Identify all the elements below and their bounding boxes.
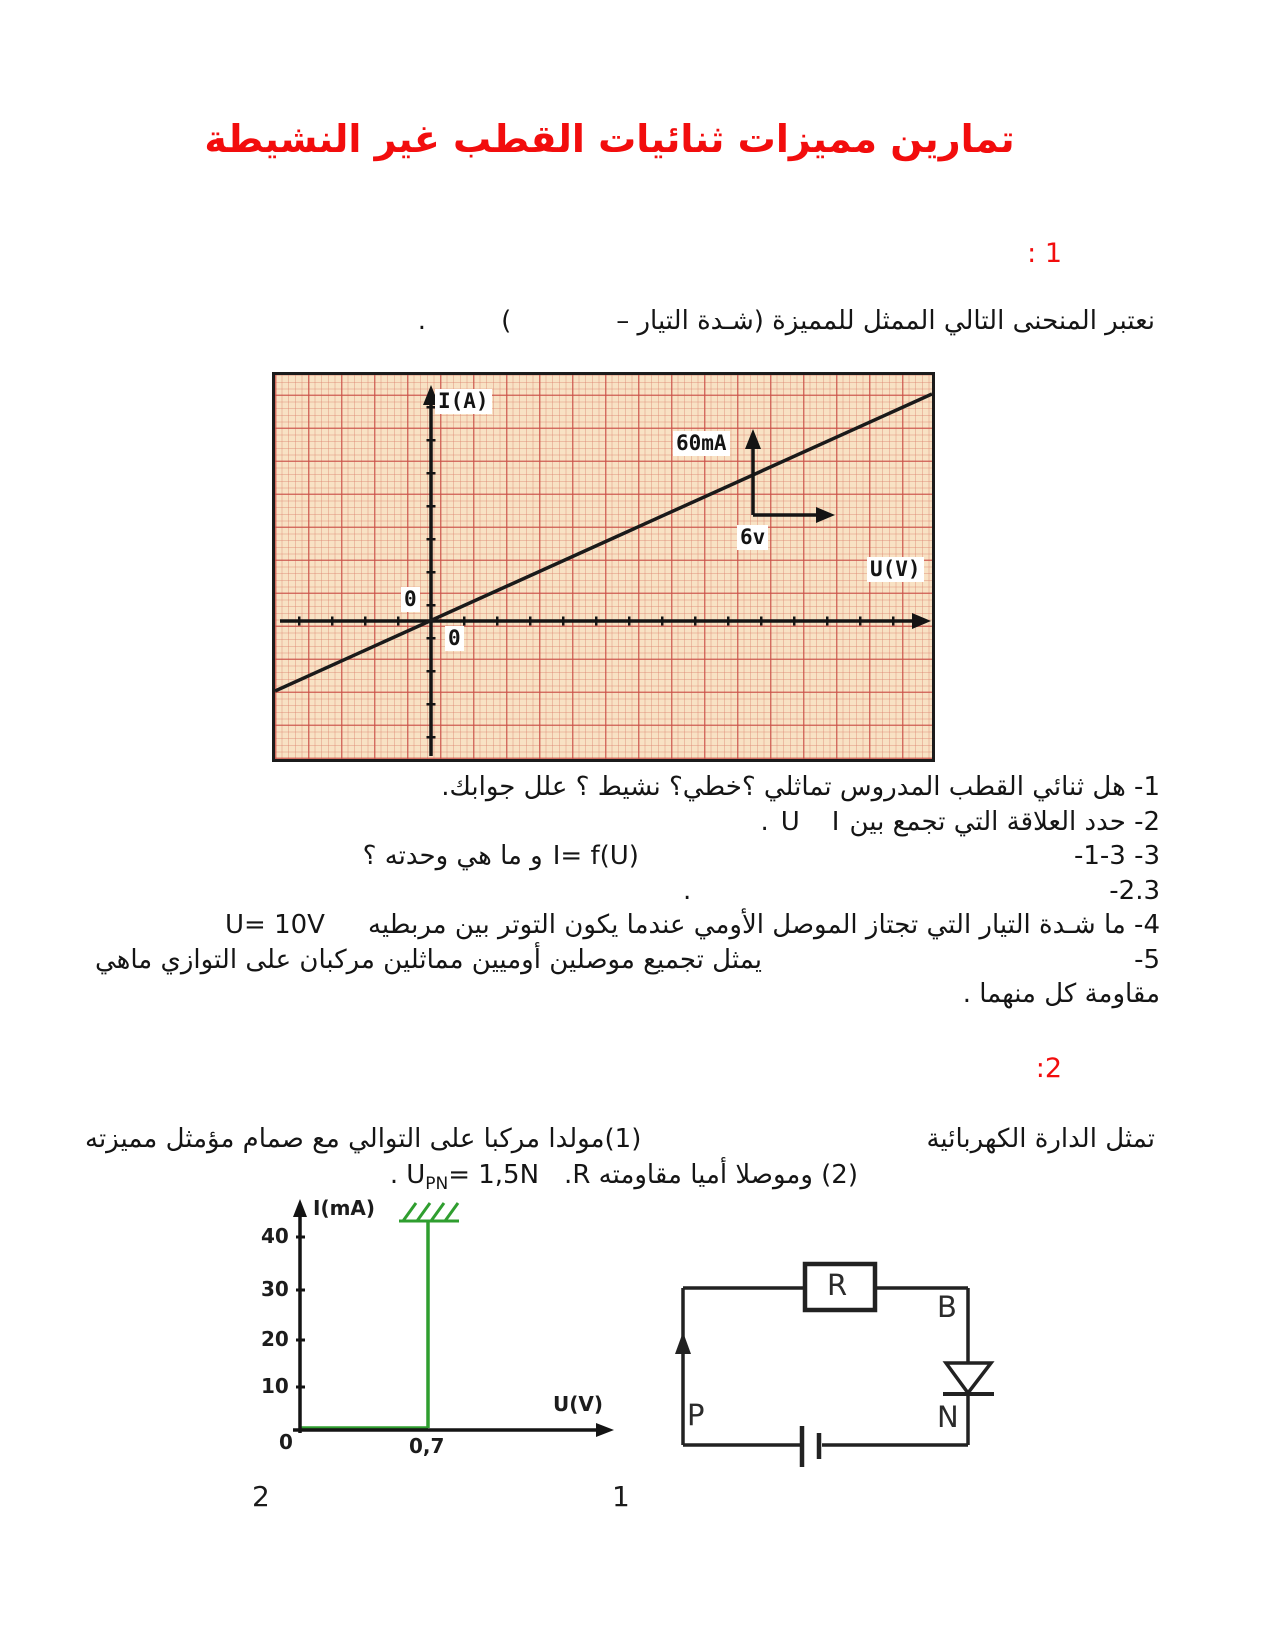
terminal-b-label: B <box>937 1290 957 1324</box>
question-1: 1- هل ثنائي القطب المدروس تماثلي ؟خطي؟ نشيط ؟ علل جوابك. <box>441 772 1160 802</box>
intro-period: . <box>417 306 427 336</box>
graph2-tick-20: 20 <box>261 1327 289 1351</box>
graph2-x-axis-label: U(V) <box>553 1392 603 1416</box>
section1-heading-text: : 1 <box>1027 238 1062 269</box>
graph2-tick-40: 40 <box>261 1224 289 1248</box>
section2-line2-period: . <box>389 1160 399 1190</box>
question-5 <box>85 943 1160 978</box>
diode-characteristic-graph <box>235 1195 620 1465</box>
question-2-symbol-u: U <box>780 806 800 837</box>
graph2-drawing <box>235 1195 620 1465</box>
section2-line1-left: (1)مولدا مركبا على التوالي مع صمام مؤمثل مميزته <box>85 1124 642 1154</box>
formula-u: U <box>406 1160 426 1190</box>
section1-questions <box>85 770 1160 1012</box>
figure-2-number: 2 <box>252 1480 270 1513</box>
intro-line <box>418 304 1155 339</box>
section2-line1 <box>85 1122 1155 1157</box>
question-2 <box>85 805 1160 840</box>
page-title: تمارين مميزات ثنائيات القطب غير النشيطة <box>204 117 1015 162</box>
graph1-current-step-label: 60mA <box>673 431 730 456</box>
question-3-text: و ما هي وحدته ؟ <box>362 841 543 871</box>
question-4 <box>85 908 1160 943</box>
section2-heading <box>1036 1053 1062 1084</box>
resistor-label: R <box>827 1268 848 1302</box>
formula-subscript-pn: PN <box>425 1174 449 1195</box>
section1-heading <box>1027 238 1062 269</box>
circuit-diagram <box>655 1260 1010 1470</box>
graph1-y-axis-label: I(A) <box>435 389 492 414</box>
question-3-2 <box>85 874 1160 909</box>
graph1-drawing <box>275 375 932 759</box>
section2-line2-arabic: (2) وموصلا أميا مقاومته R. <box>564 1160 858 1190</box>
intro-close-paren: ( <box>501 306 512 336</box>
iv-characteristic-graph <box>272 372 935 762</box>
terminal-n-label: N <box>937 1400 959 1434</box>
intro-text: نعتبر المنحنى التالي الممثل للمميزة (شـدة التيار – <box>616 306 1155 336</box>
question-3-formula: I= f(U) <box>552 841 639 871</box>
figure-1-number: 1 <box>612 1480 630 1513</box>
question-3 <box>85 839 1160 874</box>
formula-value: = 1,5N <box>448 1160 540 1190</box>
question-4-text: 4- ما شـدة التيار التي تجتاز الموصل الأومي عندما يكون التوتر بين مربطيه <box>367 910 1160 940</box>
graph2-tick-10: 10 <box>261 1374 289 1398</box>
question-5-continuation: مقاومة كل منهما . <box>962 979 1160 1009</box>
graph1-x-axis-label: U(V) <box>867 557 924 582</box>
graph1-origin-lower: 0 <box>445 626 464 651</box>
graph2-threshold-label: 0,7 <box>409 1434 445 1458</box>
graph1-voltage-step-label: 6v <box>737 525 768 550</box>
terminal-p-label: P <box>687 1398 705 1432</box>
question-3-2-number: -2.3 <box>1109 875 1160 906</box>
question-2-text: 2- حدد العلاقة التي تجمع بين <box>849 806 1160 837</box>
graph2-origin: 0 <box>279 1430 293 1454</box>
question-5-number: 5- <box>1134 944 1160 975</box>
graph2-tick-30: 30 <box>261 1277 289 1301</box>
section2-heading-text: :2 <box>1035 1053 1062 1084</box>
question-2-symbol-i: I <box>831 806 840 837</box>
question-4-formula: U= 10V <box>225 910 325 940</box>
question-5-text: يمثل تجميع موصلين أوميين مماثلين مركبان على التوازي ماهي <box>95 944 762 975</box>
section2-line1-right: تمثل الدارة الكهربائية <box>926 1124 1155 1154</box>
graph1-origin-upper: 0 <box>401 587 420 612</box>
question-2-period: . <box>760 806 769 837</box>
question-3-2-period: . <box>683 875 692 906</box>
graph2-y-axis-label: I(mA) <box>313 1196 376 1220</box>
question-3-number: -1-3 -3 <box>1073 841 1160 871</box>
